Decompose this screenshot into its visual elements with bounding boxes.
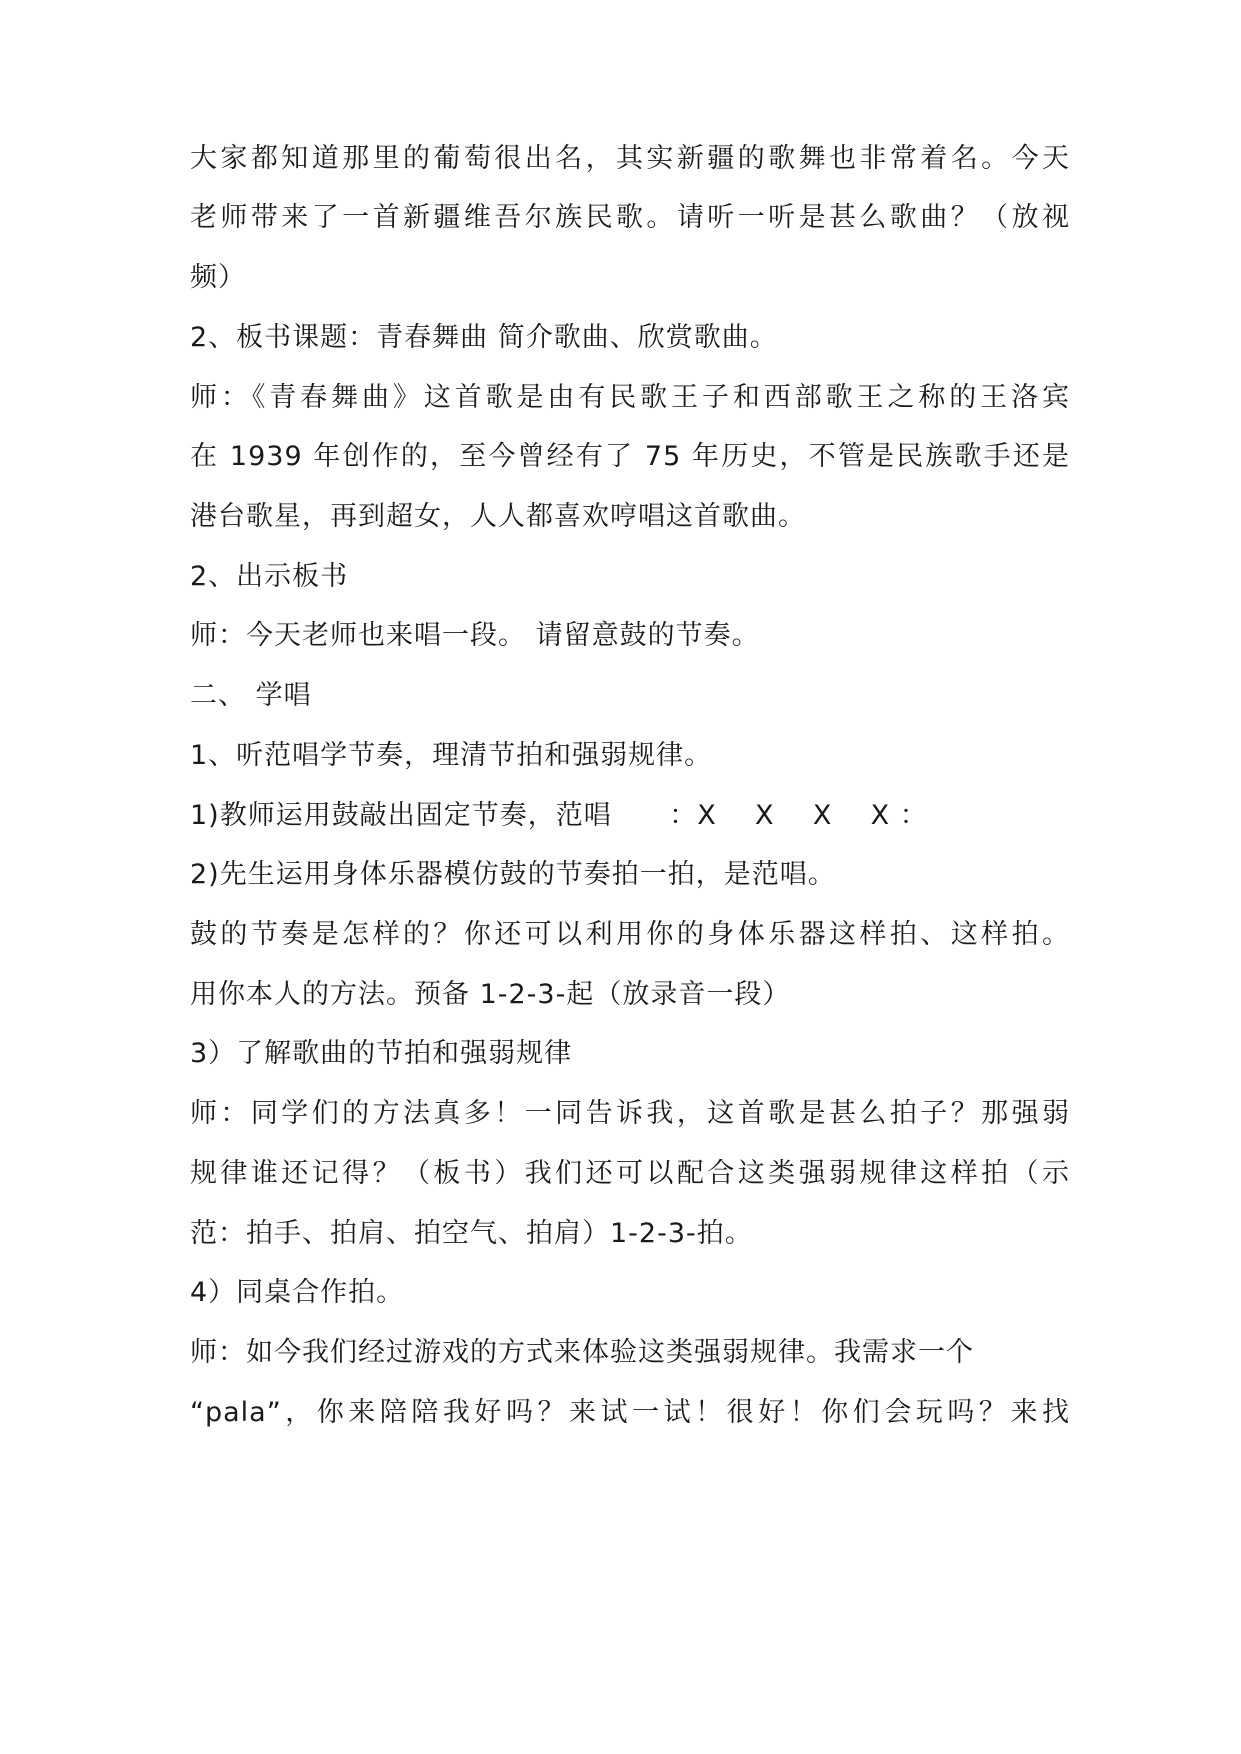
text-line: 师：同学们的方法真多！一同告诉我，这首歌是甚么拍子？那强弱	[190, 1098, 1070, 1129]
text-line: 大家都知道那里的葡萄很出名，其实新疆的歌舞也非常着名。今天	[190, 143, 1070, 174]
text-line: 2、板书课题：青春舞曲 简介歌曲、欣赏歌曲。	[190, 322, 778, 353]
text-line: 4）同桌合作拍。	[190, 1277, 405, 1308]
text-line: 范：拍手、拍肩、拍空气、拍肩）1-2-3-拍。	[190, 1218, 753, 1249]
text-line: 2)先生运用身体乐器模仿鼓的节奏拍一拍，是范唱。	[190, 859, 836, 890]
text-line: 港台歌星，再到超女，人人都喜欢哼唱这首歌曲。	[190, 501, 806, 532]
text-line: 老师带来了一首新疆维吾尔族民歌。请听一听是甚么歌曲？（放视	[190, 202, 1070, 233]
text-line: 频）	[190, 262, 246, 293]
rhythm-line: 1)教师运用鼓敲出固定节奏，范唱 ：X X X X ：	[190, 800, 928, 831]
text-line: 在 1939 年创作的，至今曾经有了 75 年历史，不管是民族歌手还是	[190, 441, 1070, 472]
text-line: 师：如今我们经过游戏的方式来体验这类强弱规律。我需求一个	[190, 1337, 974, 1368]
text-line: 用你本人的方法。预备 1-2-3-起（放录音一段）	[190, 979, 791, 1010]
text-line: 1、听范唱学节奏，理清节拍和强弱规律。	[190, 740, 713, 771]
text-line: 3）了解歌曲的节拍和强弱规律	[190, 1038, 573, 1069]
section-heading: 二、 学唱	[190, 680, 312, 711]
text-line: 鼓的节奏是怎样的？你还可以利用你的身体乐器这样拍、这样拍。	[190, 919, 1070, 950]
text-line: 2、出示板书	[190, 561, 349, 592]
text-line: “pala”，你来陪陪我好吗？来试一试！很好！你们会玩吗？来找	[190, 1397, 1070, 1428]
text-line: 师：今天老师也来唱一段。 请留意鼓的节奏。	[190, 620, 760, 651]
text-line: 规律谁还记得？（板书）我们还可以配合这类强弱规律这样拍（示	[190, 1158, 1070, 1189]
text-line: 师：《青春舞曲》这首歌是由有民歌王子和西部歌王之称的王洛宾	[190, 382, 1070, 413]
